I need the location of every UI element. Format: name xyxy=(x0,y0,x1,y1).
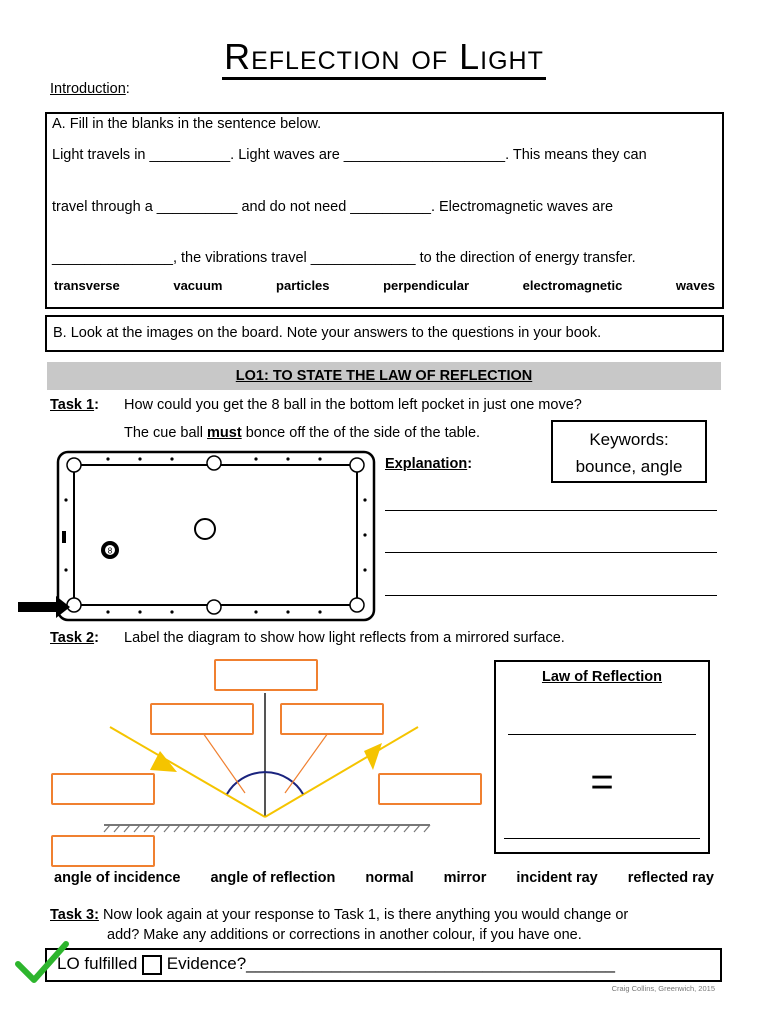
word-bank-item: waves xyxy=(675,278,715,293)
table-marker xyxy=(62,531,66,543)
label-box-normal[interactable] xyxy=(214,659,318,691)
lo-fulfilled-checkbox[interactable] xyxy=(142,955,162,975)
label-box-mirror[interactable] xyxy=(51,835,155,867)
section-b-box: B. Look at the images on the board. Note your answers to the questions in your book. xyxy=(45,315,724,352)
law-blank-bottom[interactable] xyxy=(504,838,700,839)
keywords-box xyxy=(551,420,707,483)
checkmark-icon xyxy=(14,940,70,984)
evidence-field[interactable]: Evidence?_______________________________________ xyxy=(166,954,615,973)
word-bank-item: vacuum xyxy=(173,278,223,293)
lo-fulfilled-box xyxy=(45,948,722,982)
label-box-angle-incidence[interactable] xyxy=(150,703,254,735)
diagram-labels xyxy=(54,870,714,886)
credit-text: Craig Collins, Greenwich, 2015 xyxy=(611,984,715,993)
section-a-box xyxy=(45,112,724,309)
task3-line2: add? Make any additions or corrections in another colour, if you have one. xyxy=(107,927,582,943)
word-bank xyxy=(54,278,715,293)
diagram-label: mirror xyxy=(443,870,487,886)
law-title: Law of Reflection xyxy=(541,669,663,685)
table-frame xyxy=(58,452,374,620)
explanation-label: Explanation: xyxy=(385,456,473,472)
task1-hint: The cue ball must bonce off the of the side of the table. xyxy=(124,425,481,441)
equals-sign: = xyxy=(590,760,614,804)
law-of-reflection-box xyxy=(494,660,710,854)
explanation-line[interactable] xyxy=(385,510,717,511)
page-title: Reflection of Light xyxy=(0,36,768,78)
word-bank-item: electromagnetic xyxy=(522,278,623,293)
eight-ball-number: 8 xyxy=(107,546,113,556)
diagram-label: incident ray xyxy=(516,870,598,886)
section-a-instruction: A. Fill in the blanks in the sentence below. xyxy=(52,116,322,132)
intro-heading: Introduction: xyxy=(50,81,130,97)
fill-line-1[interactable]: Light travels in __________. Light waves are ____________________. This means they can xyxy=(52,147,647,163)
mirror-hatching xyxy=(104,825,430,832)
lo-fulfilled-label: LO fulfilled xyxy=(57,954,138,973)
keywords-heading: Keywords: xyxy=(589,430,669,449)
diagram-label: normal xyxy=(365,870,414,886)
task3-line1: Task 3: Now look again at your response to Task 1, is there anything you would change or xyxy=(50,907,629,923)
task1-label: Task 1: xyxy=(50,397,99,413)
label-box-reflected-ray[interactable] xyxy=(378,773,482,805)
diagram-label: angle of reflection xyxy=(210,870,336,886)
reflected-arrow-icon xyxy=(364,743,382,770)
word-bank-item: perpendicular xyxy=(383,278,470,293)
diagram-label: reflected ray xyxy=(627,870,714,886)
explanation-line[interactable] xyxy=(385,552,717,553)
fill-line-2[interactable]: travel through a __________ and do not need __________. Electromagnetic waves are xyxy=(52,199,614,215)
cue-ball xyxy=(195,519,215,539)
task1-question: How could you get the 8 ball in the bottom left pocket in just one move? xyxy=(124,397,582,413)
label-box-angle-reflection[interactable] xyxy=(280,703,384,735)
pool-table-diagram xyxy=(16,448,378,624)
task2-question: Label the diagram to show how light reflects from a mirrored surface. xyxy=(124,630,565,646)
task2-label: Task 2: xyxy=(50,630,99,646)
word-bank-item: transverse xyxy=(54,278,120,293)
lo-fulfilled-row xyxy=(57,954,615,975)
fill-line-3[interactable]: _______________, the vibrations travel _____________ to the direction of energy transfer. xyxy=(52,250,636,266)
incident-arrow-icon xyxy=(150,751,177,772)
lo1-banner: LO1: TO STATE THE LAW OF REFLECTION xyxy=(47,362,721,390)
keywords-list: bounce, angle xyxy=(575,457,683,476)
law-blank-top[interactable] xyxy=(508,734,696,735)
explanation-line[interactable] xyxy=(385,595,717,596)
word-bank-item: particles xyxy=(276,278,330,293)
diagram-label: angle of incidence xyxy=(54,870,181,886)
label-box-incident-ray[interactable] xyxy=(51,773,155,805)
